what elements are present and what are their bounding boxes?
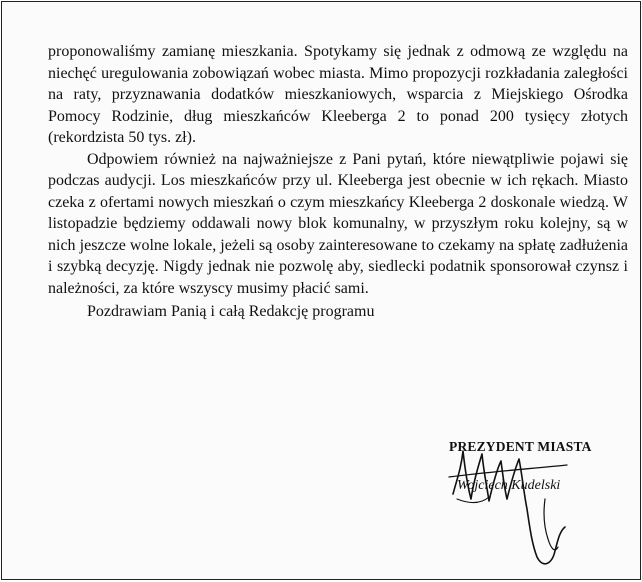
paragraph-1: proponowaliśmy zamianę mieszkania. Spotykamy się jednak z odmową ze względu na niechęć uregulowania zobowiązań wobec miasta. Mimo propozycji rozkładania zaległości na raty, przyznawania dodatków mieszkaniowych, wsparcia z Miejskiego Ośrodka Pomocy Rodzinie, dług mieszkańców Kleeberga 2 to ponad 200 tysięcy złotych (rekordzista 50 tys. zł).	[48, 43, 628, 146]
letter-body	[48, 41, 628, 323]
handwritten-signature	[427, 439, 627, 579]
closing-line: Pozdrawiam Panią i całą Redakcję programu	[87, 303, 375, 320]
signature-block	[427, 439, 627, 579]
signature-name: Wojciech Kudelski	[457, 478, 561, 493]
scanned-letter-page	[1, 1, 641, 580]
signature-title: PREZYDENT MIASTA	[449, 439, 592, 454]
paragraph-2: Odpowiem również na najważniejsze z Pani pytań, które niewątpliwie pojawi się podczas audycji. Los mieszkańców przy ul. Kleeberga jest obecnie w ich rękach. Miasto czeka z ofertami nowych mieszkań o czym mieszkańcy Kleeberga 2 doskonale wiedzą. W listopadzie będziemy oddawali nowy blok komunalny, w przyszłym roku kolejny, są w nich jeszcze wolne lokale, jeżeli są osoby zainteresowane to czekamy na spłatę zadłużenia i szybką decyzję. Nigdy jednak nie pozwolę aby, siedlecki podatnik sponsorował czynsz i należności, za które wszyscy musimy płacić sami.	[48, 150, 628, 297]
